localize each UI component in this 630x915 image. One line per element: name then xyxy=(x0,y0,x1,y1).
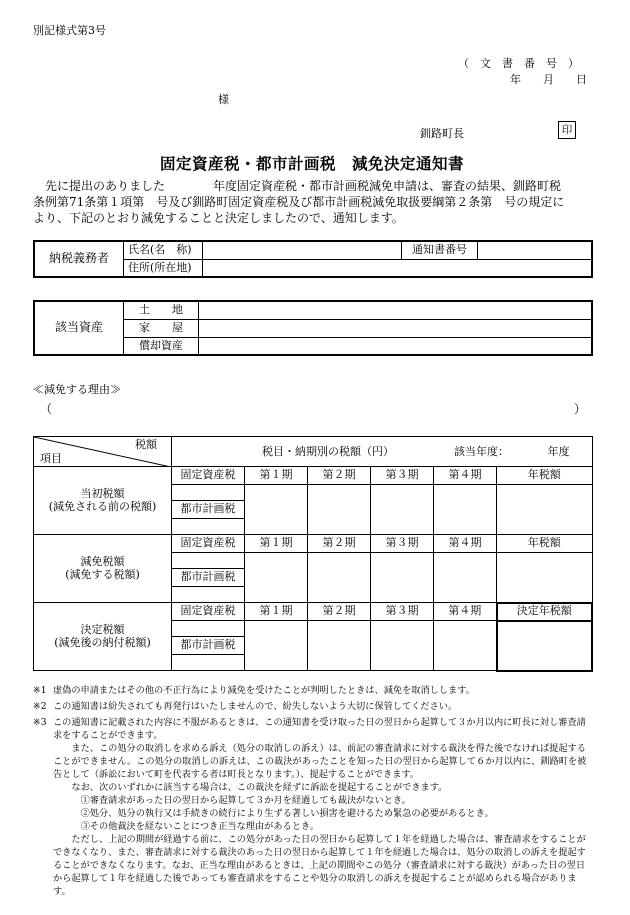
amount-cell[interactable] xyxy=(308,621,371,671)
intro-line: 条例第71条第１項第 号及び釧路町固定資産税及び都市計画税減免取扱要綱第２条第 号の規定に xyxy=(33,195,565,209)
tax-table xyxy=(33,436,593,672)
reduction-tax-title: 減免税額 xyxy=(80,555,125,569)
note-3-number: ※3 xyxy=(33,717,47,728)
addressee-suffix: 様 xyxy=(218,93,229,106)
final-city-planning-blank xyxy=(172,655,245,671)
final-tax-label xyxy=(34,603,172,671)
corner-top-label: 税額 xyxy=(135,438,157,451)
date-field: 年 月 日 xyxy=(510,73,587,86)
note-3-paragraph: ただし、上記の期間が経過する前に、この処分があった日の翌日から起算して１年を経過した場合は、審査請求をすることができなくなり、また、審査請求に対する裁決のあった日の翌日から起算して１年を経過した場合は、処分の取消しの訴えを提起することができなくなります。なお、正当な理由があるときは、上記の期間やこの処分（審査請求に対する裁決）があった日の翌日から起算して１年を経過した後であっても審査請求をすることや処分の取消しの訴えを提起することが認められる場合があります。 xyxy=(53,834,586,897)
tax-header-main: 税目・納期別の税額（円） xyxy=(262,445,394,458)
asset-depreciable-field[interactable] xyxy=(199,337,593,355)
amount-cell[interactable] xyxy=(371,553,434,603)
note-3-paragraph: また、この処分の取消しを求める訴え（処分の取消しの訴え）は、前記の審査請求に対する裁決を得た後でなければ提起することができません。この処分の取消しの訴えは、この裁決があったことを知った日の翌日から起算して６か月以内に、釧路町を被告として（訴訟において町を代表する者は町長となります。）、提起することができます。 xyxy=(53,743,587,780)
issuer-name: 釧路町長 xyxy=(420,127,464,140)
note-2-text: この通知書は紛失されても再発行はいたしませんので、紛失しないよう大切に保管してください。 xyxy=(53,701,458,712)
initial-city-planning-blank xyxy=(172,519,245,535)
amount-cell[interactable] xyxy=(308,553,371,603)
reason-close-paren: ） xyxy=(574,402,587,416)
taxpayer-header: 納税義務者 xyxy=(34,241,124,277)
initial-fixed-asset-blank xyxy=(172,485,245,501)
name-field[interactable] xyxy=(203,241,402,259)
annual-tax-header: 年税額 xyxy=(497,535,593,553)
amount-cell[interactable] xyxy=(434,621,497,671)
taxpayer-table xyxy=(33,240,593,278)
address-field[interactable] xyxy=(203,259,593,277)
initial-tax-label xyxy=(34,467,172,535)
asset-table xyxy=(33,300,593,356)
reduction-fixed-asset-label: 固定資産税 xyxy=(172,535,245,553)
note-2 xyxy=(33,700,593,713)
reason-heading: ≪減免する理由≫ xyxy=(33,383,121,396)
document-number: （ 文 書 番 号 ） xyxy=(458,57,579,70)
asset-header: 該当資産 xyxy=(34,301,124,355)
final-annual-amount-cell[interactable] xyxy=(497,621,593,671)
note-3-paragraph: なお、次のいずれかに該当する場合は、この裁決を経ずに訴訟を提起することができます。 xyxy=(71,782,448,793)
amount-cell[interactable] xyxy=(497,553,593,603)
intro-line: より、下記のとおり減免することと決定しましたので、通知します。 xyxy=(33,211,404,225)
note-3-item: ②処分、処分の執行又は手続きの続行により生ずる著しい損害を避けるため緊急の必要があるとき。 xyxy=(80,808,494,819)
final-fixed-asset-label: 固定資産税 xyxy=(172,603,245,621)
amount-cell[interactable] xyxy=(245,553,308,603)
form-id: 別記様式第3号 xyxy=(33,24,106,37)
asset-land-field[interactable] xyxy=(199,301,593,319)
note-3 xyxy=(33,716,593,898)
notice-number-label: 通知書番号 xyxy=(402,241,478,259)
period-4-header: 第４期 xyxy=(434,603,497,621)
initial-tax-subtitle: (減免される前の税額) xyxy=(48,499,157,513)
note-1-number: ※1 xyxy=(33,685,47,696)
corner-cell xyxy=(34,437,172,467)
period-2-header: 第２期 xyxy=(308,603,371,621)
amount-cell[interactable] xyxy=(497,485,593,535)
reduction-tax-label xyxy=(34,535,172,603)
amount-cell[interactable] xyxy=(371,621,434,671)
asset-depreciable-label: 償却資産 xyxy=(124,337,199,355)
period-2-header: 第２期 xyxy=(308,467,371,485)
address-label: 住所(所在地) xyxy=(124,259,203,277)
reason-open-paren: （ xyxy=(40,402,53,416)
final-annual-tax-header: 決定年税額 xyxy=(497,603,593,621)
final-city-planning-label: 都市計画税 xyxy=(172,637,245,655)
amount-cell[interactable] xyxy=(308,485,371,535)
note-3-item: ③その他裁決を経ないことにつき正当な理由があるとき。 xyxy=(80,821,319,832)
asset-building-label: 家 屋 xyxy=(124,319,199,337)
annual-tax-header: 年税額 xyxy=(497,467,593,485)
amount-cell[interactable] xyxy=(245,621,308,671)
note-1 xyxy=(33,684,593,697)
final-tax-title: 決定税額 xyxy=(80,623,125,637)
period-3-header: 第３期 xyxy=(371,603,434,621)
reduction-fixed-asset-blank xyxy=(172,553,245,569)
period-4-header: 第４期 xyxy=(434,467,497,485)
tax-header-year: 該当年度： 年度 xyxy=(454,445,570,458)
name-label: 氏名(名 称) xyxy=(124,241,203,259)
reduction-city-planning-label: 都市計画税 xyxy=(172,569,245,587)
notice-number-field[interactable] xyxy=(478,241,593,259)
amount-cell[interactable] xyxy=(371,485,434,535)
period-3-header: 第３期 xyxy=(371,535,434,553)
note-1-text: 虚偽の申請またはその他の不正行為により減免を受けたことが判明したときは、減免を取消しします。 xyxy=(53,685,475,696)
initial-tax-title: 当初税額 xyxy=(80,487,125,501)
period-1-header: 第１期 xyxy=(245,535,308,553)
document-title: 固定資産税・都市計画税 減免決定通知書 xyxy=(160,154,465,173)
intro-line: 先に提出のありました 年度固定資産税・都市計画税減免申請は、審査の結果、釧路町税 xyxy=(33,179,562,193)
intro-paragraph xyxy=(33,178,564,226)
amount-cell[interactable] xyxy=(434,485,497,535)
seal-mark: 印 xyxy=(558,121,576,139)
asset-building-field[interactable] xyxy=(199,319,593,337)
amount-cell[interactable] xyxy=(434,553,497,603)
reduction-tax-subtitle: (減免する税額) xyxy=(65,567,140,581)
final-tax-subtitle: (減免後の納付税額) xyxy=(54,635,151,649)
period-1-header: 第１期 xyxy=(245,603,308,621)
initial-fixed-asset-label: 固定資産税 xyxy=(172,467,245,485)
period-2-header: 第２期 xyxy=(308,535,371,553)
corner-bottom-label: 項目 xyxy=(40,451,62,465)
final-fixed-asset-blank xyxy=(172,621,245,637)
amount-cell[interactable] xyxy=(245,485,308,535)
period-4-header: 第４期 xyxy=(434,535,497,553)
note-2-number: ※2 xyxy=(33,701,47,712)
period-3-header: 第３期 xyxy=(371,467,434,485)
note-3-text: この通知書に記載された内容に不服があるときは、この通知書を受け取った日の翌日から起算して３か月以内に町長に対し審査請求をすることができます。 xyxy=(53,717,586,741)
initial-city-planning-label: 都市計画税 xyxy=(172,501,245,519)
asset-land-label: 土 地 xyxy=(124,301,199,319)
period-1-header: 第１期 xyxy=(245,467,308,485)
tax-header-cell xyxy=(172,437,593,467)
reduction-city-planning-blank xyxy=(172,587,245,603)
note-3-item: ①審査請求があった日の翌日から起算して３か月を経過しても裁決がないとき。 xyxy=(80,795,411,806)
